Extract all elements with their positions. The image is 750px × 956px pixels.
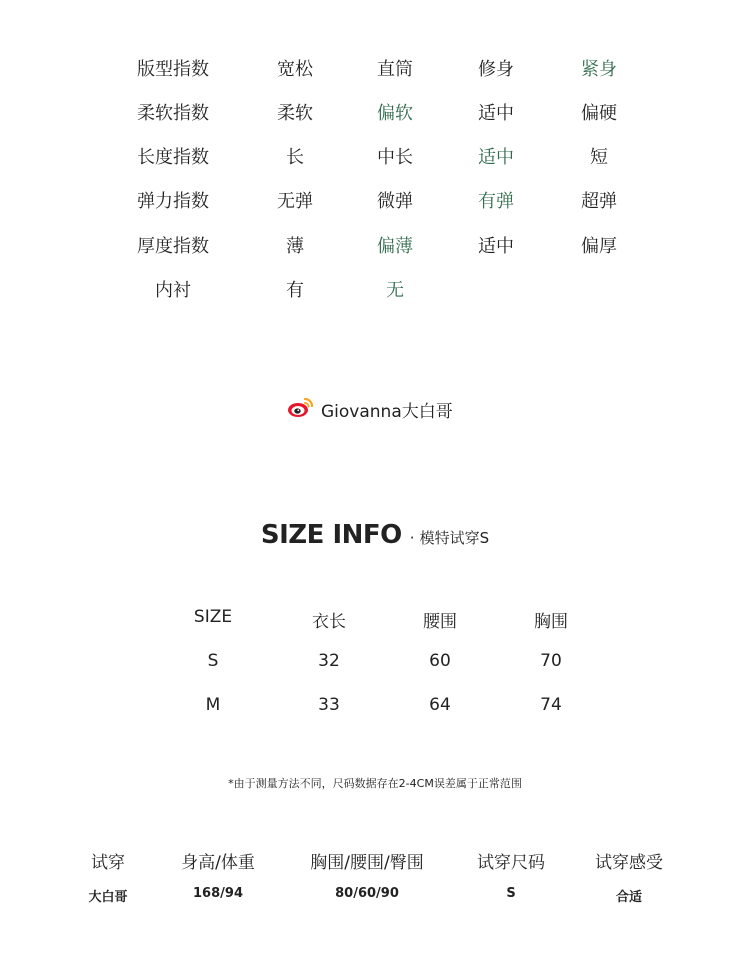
size-table-cell: 32 <box>318 651 340 671</box>
fabric-option: 偏厚 <box>581 236 617 257</box>
fabric-option: 短 <box>590 147 608 168</box>
fabric-option: 适中 <box>478 236 514 257</box>
fabric-option: 修身 <box>478 59 514 80</box>
size-table-cell: 60 <box>429 651 451 671</box>
fabric-option: 宽松 <box>277 59 313 80</box>
fabric-option: 超弹 <box>581 191 617 212</box>
model-table-value: 合适 <box>615 890 643 905</box>
fabric-option: 适中 <box>478 103 514 124</box>
model-table-header: 身高/体重 <box>181 853 255 873</box>
size-info-subtitle: 模特试穿S <box>419 529 490 547</box>
model-table-value: S <box>506 886 516 901</box>
size-table-cell: 64 <box>429 695 451 715</box>
fabric-option: 偏硬 <box>581 103 617 124</box>
fabric-option-selected: 有弹 <box>478 191 514 212</box>
size-table-cell: 70 <box>540 651 562 671</box>
fabric-option-selected: 适中 <box>478 147 514 168</box>
fabric-row-label: 柔软指数 <box>137 103 209 124</box>
model-table-value: 大白哥 <box>88 890 128 905</box>
model-table-value: 168/94 <box>193 886 243 901</box>
fabric-option-selected: 紧身 <box>581 59 617 80</box>
measurement-note: *由于测量方法不同，尺码数据存在2-4CM误差属于正常范围 <box>228 777 522 790</box>
size-info-separator: · <box>409 529 415 547</box>
fabric-option-selected: 偏软 <box>377 103 413 124</box>
size-table-header: 腰围 <box>423 612 457 632</box>
model-table-value: 80/60/90 <box>335 886 399 901</box>
fabric-option: 直筒 <box>377 59 413 80</box>
size-table-cell: S <box>207 651 219 671</box>
fabric-option-selected: 偏薄 <box>377 236 413 257</box>
size-info-title: SIZE INFO <box>260 520 402 550</box>
fabric-row-label: 弹力指数 <box>137 191 209 212</box>
fabric-row-label: 长度指数 <box>137 147 209 168</box>
size-table-header: SIZE <box>193 607 233 627</box>
size-table-header: 衣长 <box>312 612 346 632</box>
size-table-cell: M <box>205 695 221 715</box>
model-table-header: 试穿尺码 <box>477 853 545 873</box>
weibo-icon <box>287 396 315 422</box>
fabric-option-selected: 无 <box>386 280 404 301</box>
fabric-option: 中长 <box>377 147 413 168</box>
fabric-option: 长 <box>286 147 304 168</box>
model-table-header: 胸围/腰围/臀围 <box>310 853 424 873</box>
fabric-row-label: 厚度指数 <box>137 236 209 257</box>
size-table-header: 胸围 <box>534 612 568 632</box>
fabric-option: 薄 <box>286 236 304 257</box>
fabric-option: 微弹 <box>377 191 413 212</box>
model-table-header: 试穿 <box>91 853 125 873</box>
model-table-header: 试穿感受 <box>595 853 663 873</box>
fabric-option: 有 <box>286 280 304 301</box>
size-info-heading <box>261 520 489 550</box>
size-table-cell: 74 <box>540 695 562 715</box>
size-table-cell: 33 <box>318 695 340 715</box>
fabric-option: 柔软 <box>277 103 313 124</box>
brand-watermark <box>287 396 453 422</box>
fabric-option: 无弹 <box>277 191 313 212</box>
fabric-row-label: 内衬 <box>155 280 191 301</box>
brand-name: Giovanna大白哥 <box>321 401 453 422</box>
fabric-row-label: 版型指数 <box>137 59 209 80</box>
